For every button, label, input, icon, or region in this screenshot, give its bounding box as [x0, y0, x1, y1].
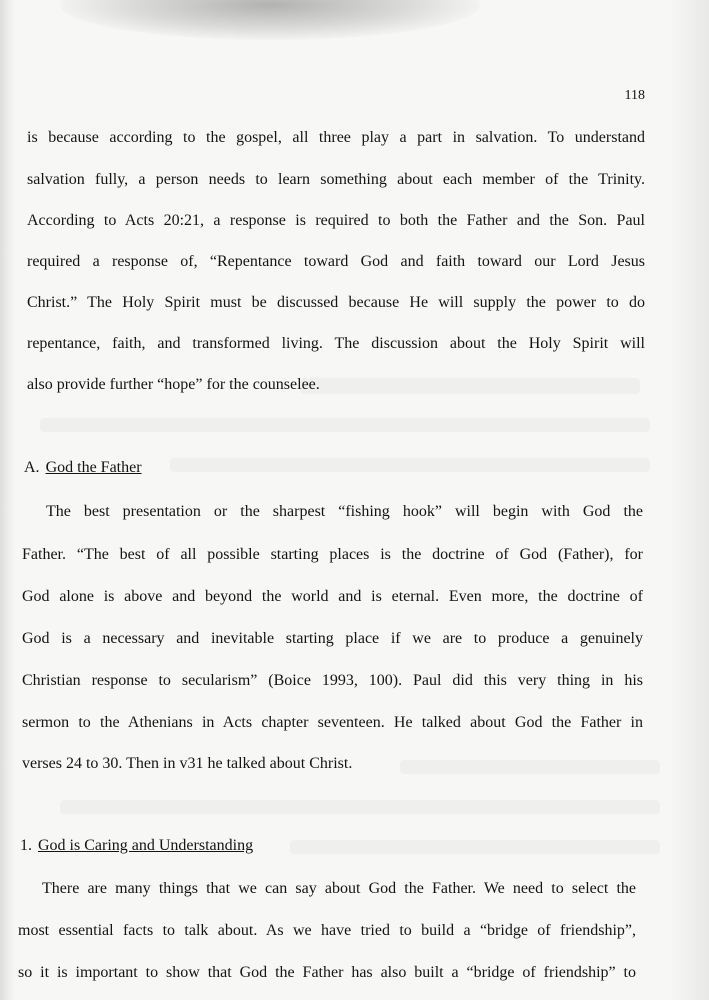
text-line: Father. “The best of all possible starting places is the doctrine of God (Father), for	[22, 546, 643, 563]
text-line: most essential facts to talk about. As we have tried to build a “bridge of friendship”,	[18, 922, 636, 939]
text-line: God alone is above and beyond the world and is eternal. Even more, the doctrine of	[22, 588, 643, 605]
bleed-through-texture	[170, 458, 650, 472]
text-line: salvation fully, a person needs to learn something about each member of the Trinity.	[27, 171, 645, 188]
text-line: also provide further “hope” for the counselee.	[27, 376, 320, 393]
scan-shadow-top	[60, 0, 480, 40]
section-heading-label: A.	[24, 459, 40, 476]
text-line: According to Acts 20:21, a response is required to both the Father and the Son. Paul	[27, 212, 645, 229]
text-line: repentance, faith, and transformed living. The discussion about the Holy Spirit will	[27, 335, 645, 352]
text-line: verses 24 to 30. Then in v31 he talked about Christ.	[22, 755, 353, 772]
section-heading-title: God the Father	[45, 459, 142, 476]
section-heading	[24, 458, 142, 478]
text-line: is because according to the gospel, all three play a part in salvation. To understand	[27, 129, 645, 146]
text-line: The best presentation or the sharpest “fishing hook” will begin with God the	[46, 503, 643, 520]
bleed-through-texture	[60, 800, 660, 814]
bleed-through-texture	[290, 840, 660, 854]
subsection-heading-label: 1.	[20, 837, 32, 854]
scan-shadow-right	[669, 0, 709, 1000]
subsection-heading	[20, 836, 253, 856]
bleed-through-texture	[300, 378, 640, 394]
bleed-through-texture	[400, 760, 660, 774]
page-number: 118	[624, 88, 645, 103]
text-line: so it is important to show that God the Father has also built a “bridge of friendship” to	[18, 964, 636, 981]
text-line: sermon to the Athenians in Acts chapter seventeen. He talked about God the Father in	[22, 714, 643, 731]
text-line: There are many things that we can say about God the Father. We need to select the	[42, 880, 636, 897]
text-line: God is a necessary and inevitable starting place if we are to produce a genuinely	[22, 630, 643, 647]
text-line: Christ.” The Holy Spirit must be discussed because He will supply the power to do	[27, 294, 645, 311]
subsection-heading-title: God is Caring and Understanding	[38, 837, 254, 854]
bleed-through-texture	[40, 418, 650, 432]
text-line: Christian response to secularism” (Boice 1993, 100). Paul did this very thing in his	[22, 672, 643, 689]
text-line: required a response of, “Repentance toward God and faith toward our Lord Jesus	[27, 253, 645, 270]
scan-shadow-left	[0, 0, 14, 1000]
